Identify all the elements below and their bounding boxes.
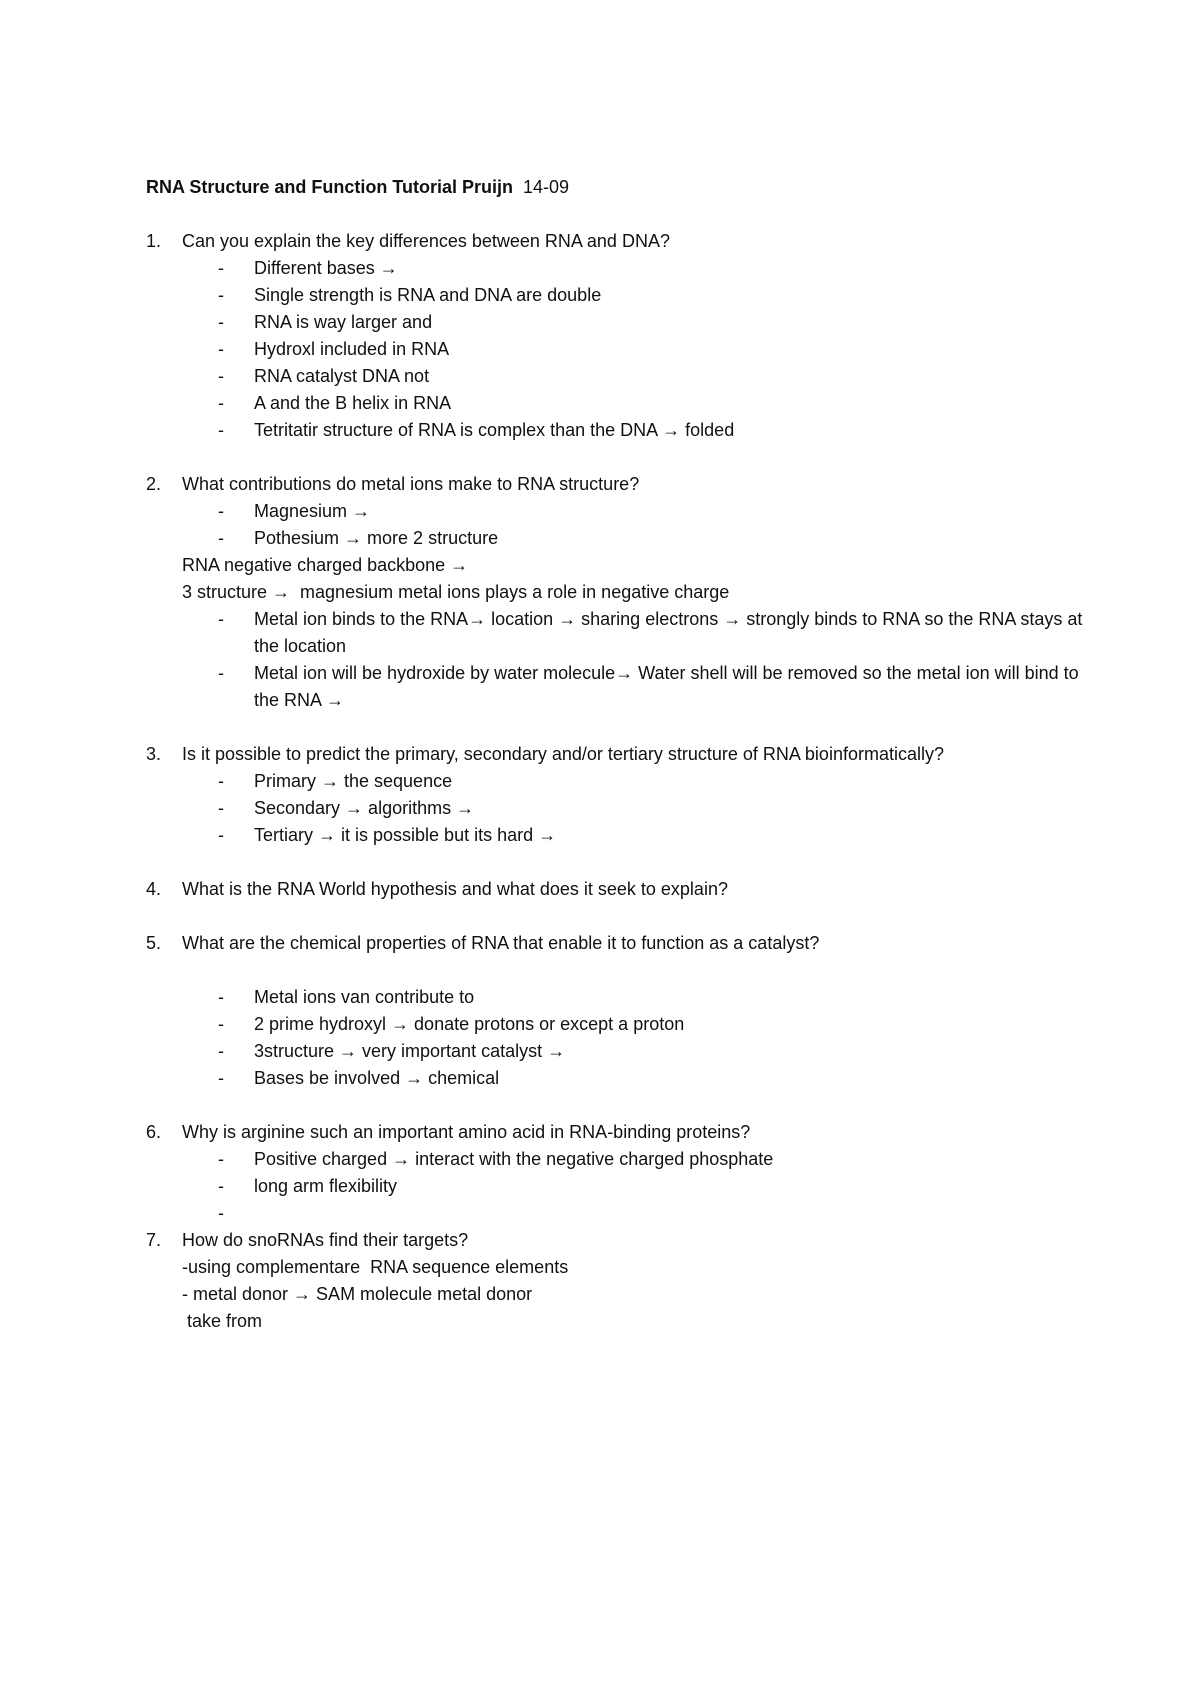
answer-bullet <box>146 255 1106 282</box>
bullet-dash: - <box>218 1203 224 1223</box>
question-list <box>146 228 1106 1335</box>
bullet-text: Secondary → algorithms → <box>254 798 475 818</box>
answer-bullet <box>146 390 1106 417</box>
bullet-dash: - <box>218 258 224 278</box>
bullet-text: Tertiary → it is possible but its hard → <box>254 825 557 845</box>
bullet-text: Hydroxl included in RNA <box>254 339 450 359</box>
bullet-text: 3structure → very important catalyst → <box>254 1041 566 1061</box>
question-6 <box>146 1119 1106 1223</box>
answer-bullet <box>146 795 1106 822</box>
answer-bullet <box>146 336 1106 363</box>
question-number: 4. <box>146 879 162 899</box>
bullet-text: Magnesium → <box>254 501 371 521</box>
bullet-dash: - <box>218 1176 224 1196</box>
bullet-text: A and the B helix in RNA <box>254 393 452 413</box>
answer-bullet <box>146 822 1106 849</box>
answer-bullet <box>146 1011 1106 1038</box>
bullet-dash: - <box>218 1041 224 1061</box>
question-1 <box>146 228 1106 444</box>
question-number: 3. <box>146 744 162 764</box>
answer-bullet <box>146 309 1106 336</box>
bullet-dash: - <box>218 339 224 359</box>
question-text: What contributions do metal ions make to RNA structure? <box>182 474 640 494</box>
question-line <box>146 1227 1106 1254</box>
answer-line: 3 structure → magnesium metal ions plays a role in negative charge <box>182 582 730 602</box>
bullet-dash: - <box>218 312 224 332</box>
answer-bullet <box>146 1065 1106 1092</box>
question-text: Can you explain the key differences between RNA and DNA? <box>182 231 670 251</box>
question-number: 5. <box>146 933 162 953</box>
answer-bullet <box>146 363 1106 390</box>
bullet-dash: - <box>218 285 224 305</box>
question-5 <box>146 930 1106 1092</box>
bullet-dash: - <box>218 501 224 521</box>
answer-bullet <box>146 498 1106 525</box>
bullet-text: RNA is way larger and <box>254 312 433 332</box>
question-text: What are the chemical properties of RNA that enable it to function as a catalyst? <box>182 933 820 953</box>
bullet-text: RNA catalyst DNA not <box>254 366 430 386</box>
question-number: 7. <box>146 1230 162 1250</box>
bullet-text: Single strength is RNA and DNA are double <box>254 285 602 305</box>
bullet-dash: - <box>218 987 224 1007</box>
question-number: 2. <box>146 474 162 494</box>
question-number: 1. <box>146 231 162 251</box>
question-number: 6. <box>146 1122 162 1142</box>
bullet-dash: - <box>218 1014 224 1034</box>
answer-bullet <box>146 660 1106 714</box>
question-7 <box>146 1227 1106 1335</box>
bullet-dash: - <box>218 1068 224 1088</box>
answer-bullet <box>146 417 1106 444</box>
blank-line <box>146 957 1106 984</box>
bullet-dash: - <box>218 528 224 548</box>
answer-bullet <box>146 606 1106 660</box>
bullet-text: Different bases → <box>254 258 398 278</box>
bullet-text: Positive charged → interact with the negative charged phosphate <box>254 1149 774 1169</box>
answer-line: -using complementare RNA sequence elements <box>182 1257 569 1277</box>
question-line <box>146 876 1106 903</box>
bullet-text: Metal ions van contribute to <box>254 987 475 1007</box>
bullet-dash: - <box>218 663 224 683</box>
title-date: 14-09 <box>523 177 570 197</box>
bullet-dash: - <box>218 393 224 413</box>
answer-line: RNA negative charged backbone → <box>182 555 469 575</box>
answer-bullet <box>146 1146 1106 1173</box>
bullet-dash: - <box>218 825 224 845</box>
document-title <box>146 174 1106 201</box>
answer-bullet <box>146 525 1106 552</box>
answer-line: take from <box>182 1311 263 1331</box>
bullet-dash: - <box>218 798 224 818</box>
question-4 <box>146 876 1106 903</box>
question-line <box>146 1119 1106 1146</box>
answer-line: - metal donor → SAM molecule metal donor <box>182 1284 533 1304</box>
answer-bullet <box>146 1173 1106 1200</box>
question-text: Why is arginine such an important amino acid in RNA-binding proteins? <box>182 1122 751 1142</box>
title-text: RNA Structure and Function Tutorial Pruijn <box>146 177 513 197</box>
answer-bullet <box>146 768 1106 795</box>
answer-bullet <box>146 984 1106 1011</box>
bullet-text: Pothesium → more 2 structure <box>254 528 499 548</box>
question-3 <box>146 741 1106 849</box>
bullet-text: Primary → the sequence <box>254 771 453 791</box>
question-2 <box>146 471 1106 714</box>
document-body <box>146 174 1106 1335</box>
question-text: Is it possible to predict the primary, secondary and/or tertiary structure of RNA bioinformatically? <box>182 744 944 764</box>
bullet-text: 2 prime hydroxyl → donate protons or except a proton <box>254 1014 685 1034</box>
question-text: How do snoRNAs find their targets? <box>182 1230 469 1250</box>
bullet-text: long arm flexibility <box>254 1176 398 1196</box>
bullet-dash: - <box>218 420 224 440</box>
question-line <box>146 228 1106 255</box>
bullet-text: Bases be involved → chemical <box>254 1068 500 1088</box>
question-line <box>146 471 1106 498</box>
bullet-text: Tetritatir structure of RNA is complex than the DNA → folded <box>254 420 735 440</box>
question-line <box>146 930 1106 957</box>
bullet-dash: - <box>218 1149 224 1169</box>
bullet-text: Metal ion binds to the RNA→ location → sharing electrons → strongly binds to RNA so the RNA stays at the location <box>254 609 1083 656</box>
bullet-text: Metal ion will be hydroxide by water molecule→ Water shell will be removed so the metal ion will bind to the RNA → <box>254 663 1079 710</box>
question-text: What is the RNA World hypothesis and what does it seek to explain? <box>182 879 728 899</box>
answer-bullet <box>146 1038 1106 1065</box>
bullet-dash: - <box>218 609 224 629</box>
bullet-dash: - <box>218 366 224 386</box>
bullet-dash: - <box>218 771 224 791</box>
answer-bullet <box>146 282 1106 309</box>
question-line <box>146 741 1106 768</box>
